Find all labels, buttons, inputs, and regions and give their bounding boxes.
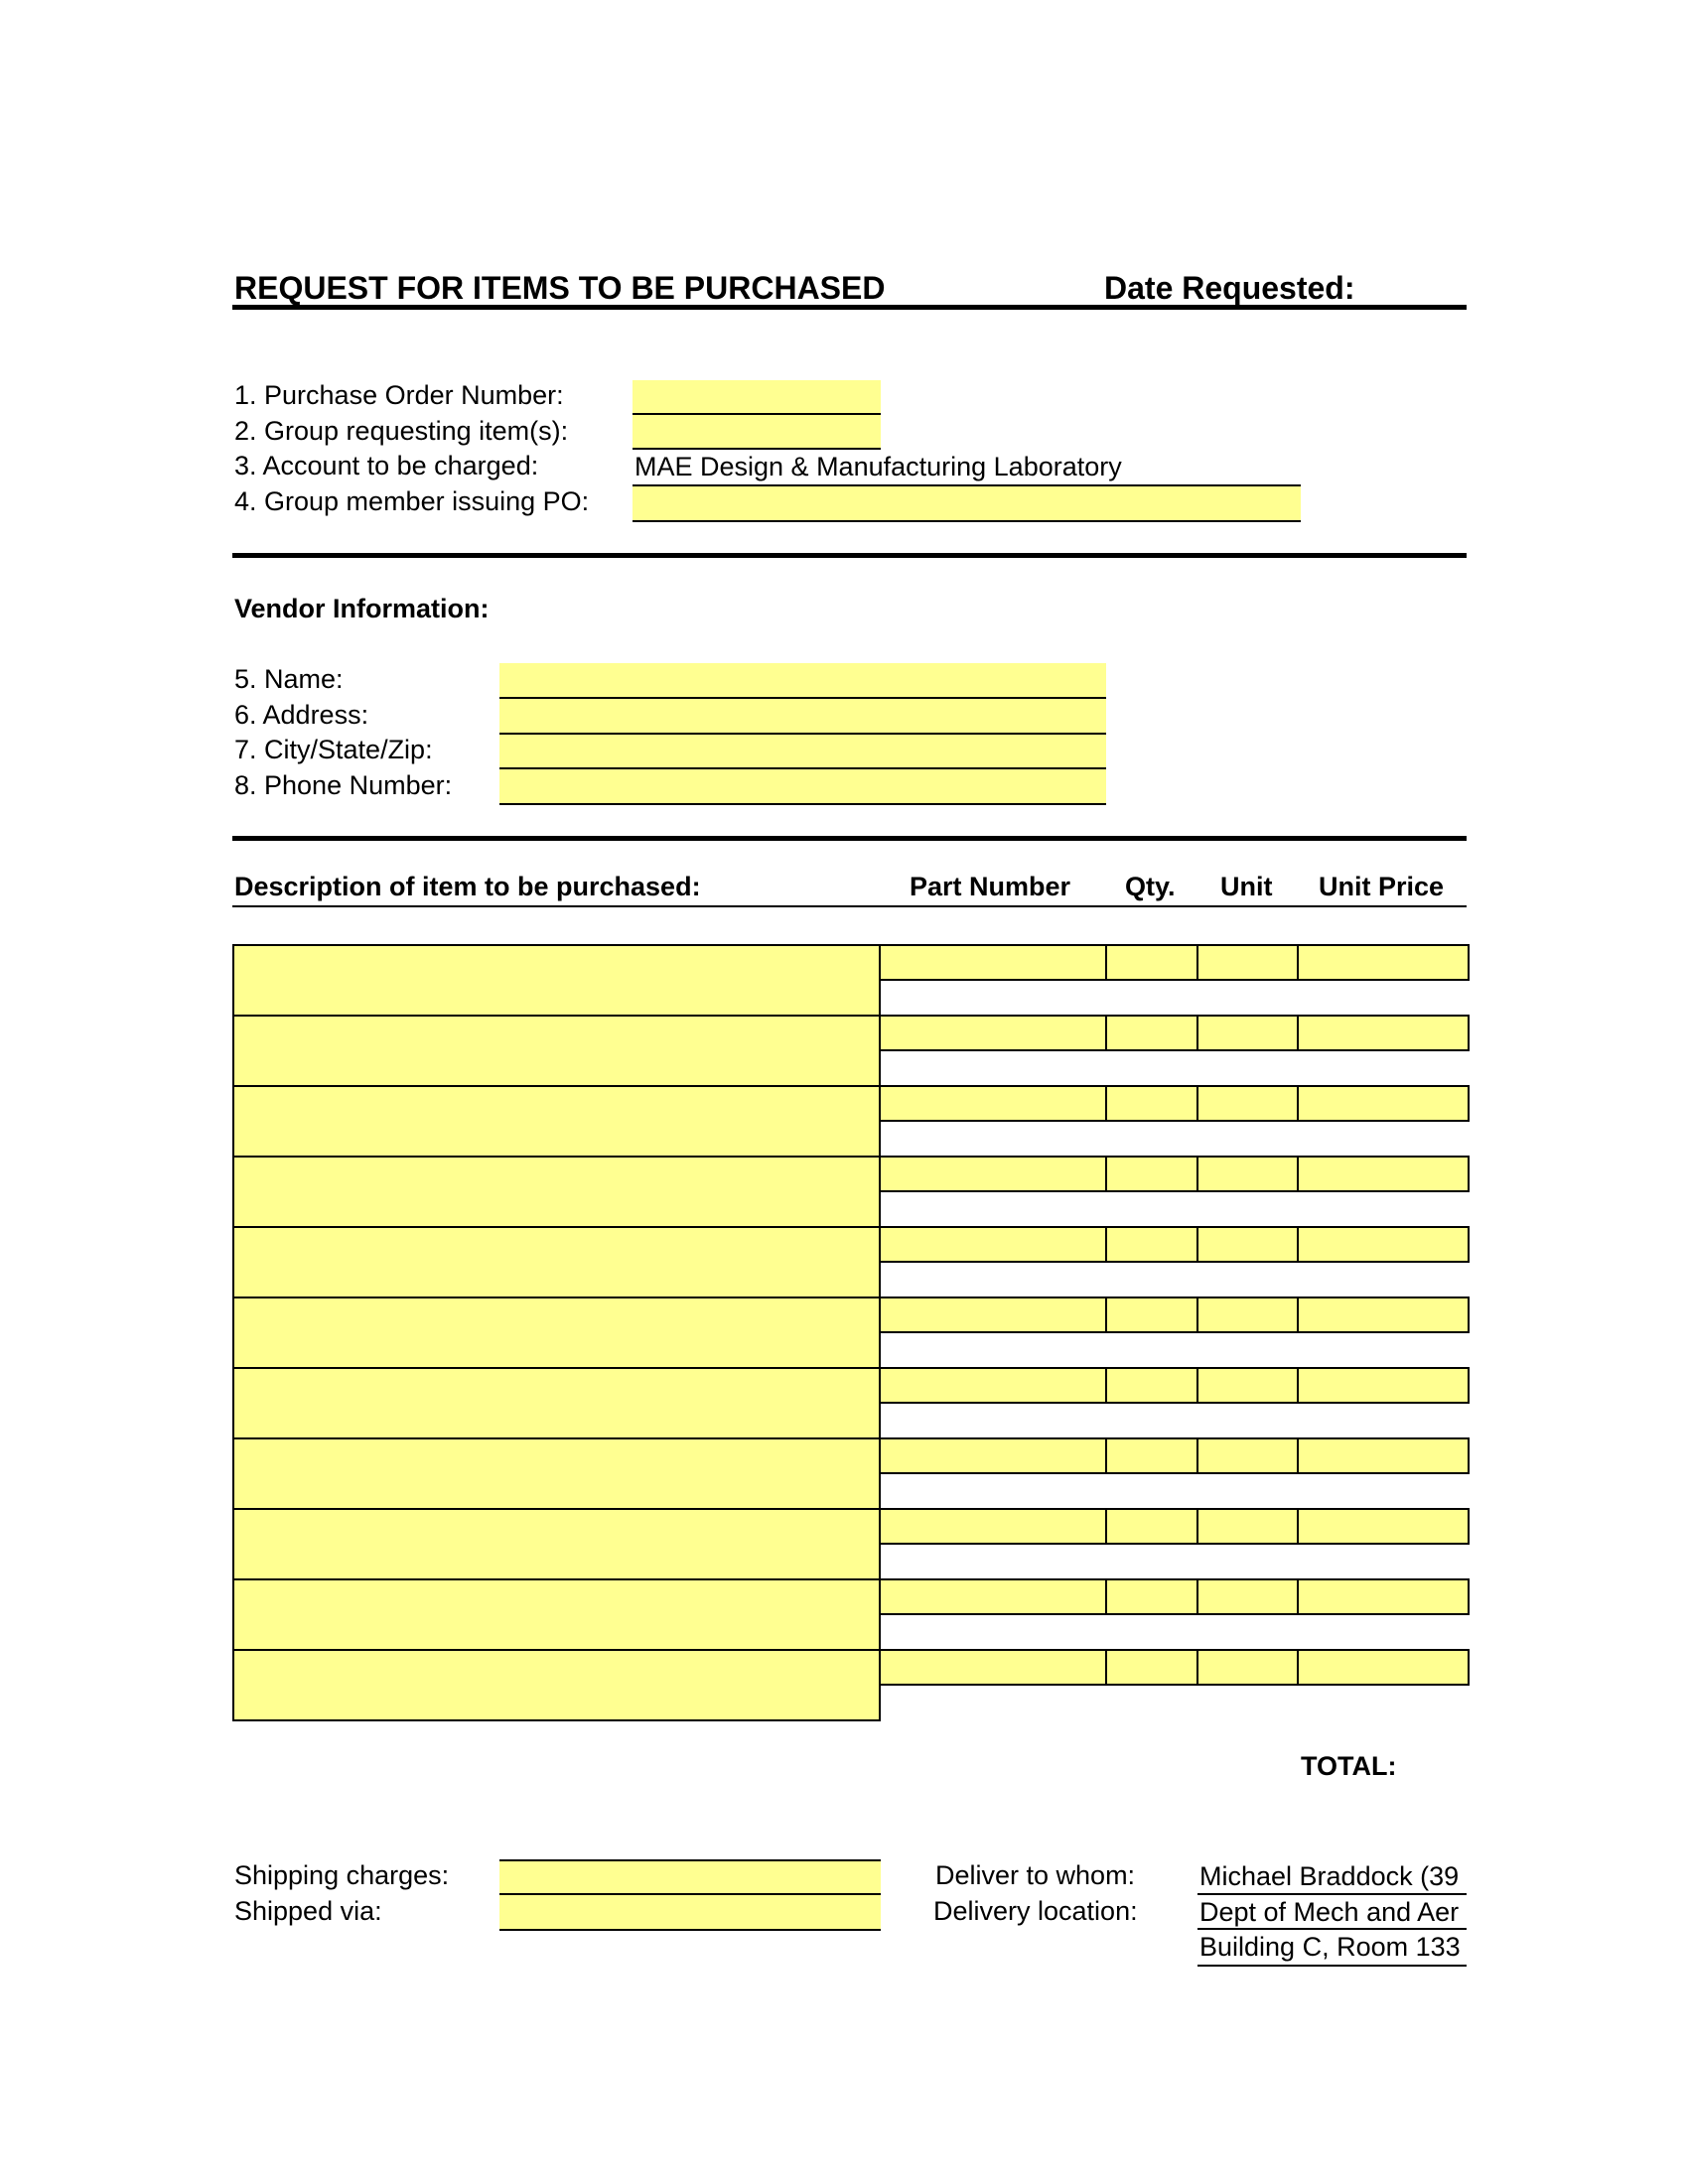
qty-cell[interactable]	[1105, 1437, 1198, 1474]
delivery-location-label: Delivery location:	[933, 1896, 1138, 1926]
description-cell[interactable]	[232, 1649, 881, 1721]
account-label: 3. Account to be charged:	[234, 451, 539, 480]
description-cell[interactable]	[232, 944, 881, 1017]
unit-price-cell[interactable]	[1297, 1508, 1470, 1545]
qty-column-header: Qty.	[1125, 872, 1176, 901]
vendor-city-label: 7. City/State/Zip:	[234, 735, 433, 764]
unit-cell[interactable]	[1196, 1015, 1299, 1051]
date-requested-label: Date Requested:	[1104, 270, 1355, 306]
part-number-cell[interactable]	[879, 1367, 1107, 1404]
unit-price-cell[interactable]	[1297, 1297, 1470, 1333]
part-number-cell[interactable]	[879, 1508, 1107, 1545]
vendor-heading: Vendor Information:	[234, 594, 490, 623]
group-member-label: 4. Group member issuing PO:	[234, 486, 590, 516]
description-cell[interactable]	[232, 1367, 881, 1439]
unit-price-cell[interactable]	[1297, 1437, 1470, 1474]
unit-price-cell[interactable]	[1297, 1578, 1470, 1615]
unit-price-cell[interactable]	[1297, 944, 1470, 981]
unit-cell[interactable]	[1196, 1367, 1299, 1404]
part-number-cell[interactable]	[879, 1015, 1107, 1051]
unit-cell[interactable]	[1196, 1578, 1299, 1615]
unit-cell[interactable]	[1196, 944, 1299, 981]
vendor-address-label: 6. Address:	[234, 700, 369, 730]
qty-cell[interactable]	[1105, 1649, 1198, 1686]
qty-cell[interactable]	[1105, 1156, 1198, 1192]
description-column-header: Description of item to be purchased:	[234, 872, 701, 901]
description-cell[interactable]	[232, 1015, 881, 1087]
qty-cell[interactable]	[1105, 1578, 1198, 1615]
shipping-charges-field[interactable]	[499, 1859, 881, 1895]
unit-price-cell[interactable]	[1297, 1649, 1470, 1686]
unit-cell[interactable]	[1196, 1085, 1299, 1122]
delivery-location-line1[interactable]: Dept of Mech and Aer	[1197, 1895, 1467, 1930]
description-cell[interactable]	[232, 1297, 881, 1369]
qty-cell[interactable]	[1105, 1085, 1198, 1122]
unit-cell[interactable]	[1196, 1156, 1299, 1192]
unit-cell[interactable]	[1196, 1437, 1299, 1474]
qty-cell[interactable]	[1105, 944, 1198, 981]
shipped-via-label: Shipped via:	[234, 1896, 382, 1926]
description-cell[interactable]	[232, 1578, 881, 1651]
qty-cell[interactable]	[1105, 1367, 1198, 1404]
shipped-via-field[interactable]	[499, 1895, 881, 1931]
description-cell[interactable]	[232, 1226, 881, 1298]
qty-cell[interactable]	[1105, 1226, 1198, 1263]
qty-cell[interactable]	[1105, 1508, 1198, 1545]
account-field[interactable]: MAE Design & Manufacturing Laboratory	[633, 450, 1301, 486]
total-label: TOTAL:	[1301, 1751, 1397, 1781]
unit-cell[interactable]	[1196, 1226, 1299, 1263]
part-number-cell[interactable]	[879, 1578, 1107, 1615]
part-number-cell[interactable]	[879, 944, 1107, 981]
part-number-cell[interactable]	[879, 1085, 1107, 1122]
description-cell[interactable]	[232, 1437, 881, 1510]
vendor-name-label: 5. Name:	[234, 664, 344, 694]
unit-column-header: Unit	[1220, 872, 1273, 901]
unit-cell[interactable]	[1196, 1508, 1299, 1545]
unit-price-cell[interactable]	[1297, 1085, 1470, 1122]
unit-price-cell[interactable]	[1297, 1156, 1470, 1192]
unit-price-cell[interactable]	[1297, 1226, 1470, 1263]
form-title: REQUEST FOR ITEMS TO BE PURCHASED	[234, 270, 886, 306]
part-number-cell[interactable]	[879, 1297, 1107, 1333]
unit-price-cell[interactable]	[1297, 1015, 1470, 1051]
part-number-cell[interactable]	[879, 1437, 1107, 1474]
part-number-column-header: Part Number	[910, 872, 1071, 901]
qty-cell[interactable]	[1105, 1015, 1198, 1051]
part-number-cell[interactable]	[879, 1226, 1107, 1263]
unit-price-column-header: Unit Price	[1319, 872, 1445, 901]
deliver-to-field[interactable]: Michael Braddock (39	[1197, 1859, 1467, 1895]
deliver-to-label: Deliver to whom:	[935, 1860, 1136, 1890]
description-cell[interactable]	[232, 1085, 881, 1158]
unit-price-cell[interactable]	[1297, 1367, 1470, 1404]
qty-cell[interactable]	[1105, 1297, 1198, 1333]
part-number-cell[interactable]	[879, 1156, 1107, 1192]
group-requesting-label: 2. Group requesting item(s):	[234, 416, 569, 446]
po-number-label: 1. Purchase Order Number:	[234, 380, 564, 410]
vendor-phone-label: 8. Phone Number:	[234, 770, 453, 800]
shipping-charges-label: Shipping charges:	[234, 1860, 450, 1890]
description-cell[interactable]	[232, 1508, 881, 1580]
delivery-location-line2[interactable]: Building C, Room 133	[1197, 1930, 1467, 1967]
unit-cell[interactable]	[1196, 1297, 1299, 1333]
unit-cell[interactable]	[1196, 1649, 1299, 1686]
part-number-cell[interactable]	[879, 1649, 1107, 1686]
description-cell[interactable]	[232, 1156, 881, 1228]
